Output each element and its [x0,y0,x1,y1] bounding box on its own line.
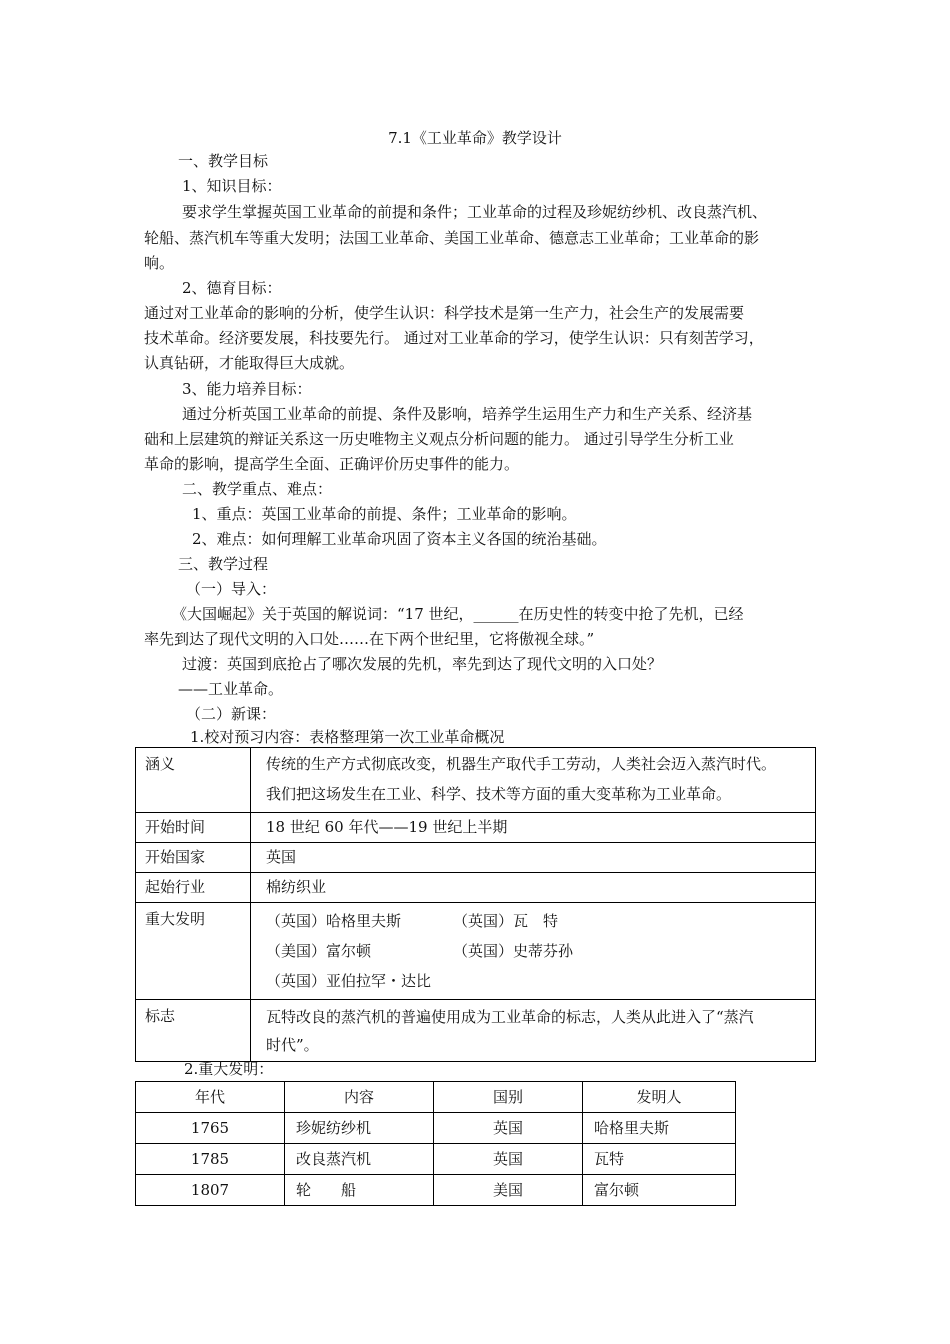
row-value: 棉纺织业 [251,873,816,903]
column-header: 发明人 [583,1082,736,1113]
table-row [136,1000,816,1062]
column-header: 内容 [285,1082,434,1113]
table-cell: 1765 [136,1113,285,1144]
ability-goal-text: 通过分析英国工业革命的前提、条件及影响，培养学生运用生产力和生产关系、经济基 [182,405,753,423]
inventions-table-caption: 2.重大发明： [184,1060,274,1078]
table-row [136,873,816,903]
table-cell: 哈格里夫斯 [583,1113,736,1144]
ability-goal-text: 础和上层建筑的辩证关系这一历史唯物主义观点分析问题的能力。 通过引导学生分析工业 [144,430,734,448]
row-value: 英国 [251,843,816,873]
row-key: 开始国家 [136,843,251,873]
moral-goal-text: 技术革命。经济要发展，科技要先行。 通过对工业革命的学习，使学生认识：只有刻苦学习， [144,329,764,347]
row-value: 传统的生产方式彻底改变，机器生产取代手工劳动，人类社会迈入蒸汽时代。 [266,755,777,773]
table-cell: 瓦特 [583,1144,736,1175]
new-lesson-label: （二）新课： [186,705,277,723]
table-row [136,903,816,1000]
table-header-row [136,1082,736,1113]
section-1-heading: 一、教学目标 [178,152,269,170]
inventor: （英国）史蒂芬孙 [453,942,574,960]
table-cell: 珍妮纺纱机 [285,1113,434,1144]
knowledge-goal-text: 轮船、蒸汽机车等重大发明；法国工业革命、美国工业革命、德意志工业革命；工业革命的影 [144,229,760,247]
section-3-heading: 三、教学过程 [178,555,269,573]
column-header: 年代 [136,1082,285,1113]
overview-table [135,747,816,1062]
row-key: 起始行业 [136,873,251,903]
table-cell: 英国 [434,1144,583,1175]
row-key: 标志 [136,1000,251,1062]
transition-text: 过渡：英国到底抢占了哪次发展的先机，率先到达了现代文明的入口处？ [182,655,663,673]
key-point: 1、重点：英国工业革命的前提、条件；工业革命的影响。 [192,505,577,523]
row-value: 时代”。 [266,1036,319,1054]
row-value: 瓦特改良的蒸汽机的普遍使用成为工业革命的标志，人类从此进入了“蒸汽 [266,1008,754,1026]
knowledge-goal-text: 响。 [144,254,175,272]
inventor: （英国）亚伯拉罕・达比 [266,972,432,990]
moral-goal-text: 认真钻研，才能取得巨大成就。 [144,354,355,372]
table-row [136,1175,736,1206]
ability-goal-label: 3、能力培养目标： [182,380,312,398]
table-row [136,748,816,813]
table-cell: 富尔顿 [583,1175,736,1206]
row-key: 开始时间 [136,813,251,843]
intro-quote: 率先到达了现代文明的入口处……在下两个世纪里，它将傲视全球。” [144,630,595,648]
table-cell: 英国 [434,1113,583,1144]
ability-goal-text: 革命的影响，提高学生全面、正确评价历史事件的能力。 [144,455,520,473]
moral-goal-text: 通过对工业革命的影响的分析，使学生认识：科学技术是第一生产力，社会生产的发展需要 [144,304,745,322]
overview-table-caption: 1.校对预习内容：表格整理第一次工业革命概况 [190,728,505,746]
table-cell: 改良蒸汽机 [285,1144,434,1175]
row-value: 我们把这场发生在工业、科学、技术等方面的重大变革称为工业革命。 [266,785,732,803]
transition-answer: ——工业革命。 [178,680,284,698]
table-cell: 美国 [434,1175,583,1206]
section-2-heading: 二、教学重点、难点： [182,480,333,498]
inventor: （英国）哈格里夫斯 [266,912,402,930]
table-cell: 轮 船 [285,1175,434,1206]
knowledge-goal-text: 要求学生掌握英国工业革命的前提和条件；工业革命的过程及珍妮纺纱机、改良蒸汽机、 [182,203,768,221]
row-key: 涵义 [136,748,251,813]
intro-quote: 《大国崛起》关于英国的解说词：“17 世纪，______在历史性的转变中抢了先机，已经 [172,605,744,623]
table-row [136,813,816,843]
inventor: （英国）瓦 特 [453,912,559,930]
table-row [136,1113,736,1144]
intro-label: （一）导入： [186,580,277,598]
column-header: 国别 [434,1082,583,1113]
document-title: 7.1《工业革命》教学设计 [388,129,562,147]
moral-goal-label: 2、德育目标： [182,279,282,297]
inventor: （美国）富尔顿 [266,942,372,960]
table-cell: 1785 [136,1144,285,1175]
table-row [136,843,816,873]
inventions-table [135,1081,736,1206]
knowledge-goal-label: 1、知识目标： [182,177,282,195]
table-row [136,1144,736,1175]
row-key: 重大发明 [136,903,251,1000]
table-cell: 1807 [136,1175,285,1206]
difficult-point: 2、难点：如何理解工业革命巩固了资本主义各国的统治基础。 [192,530,607,548]
row-value: 18 世纪 60 年代——19 世纪上半期 [251,813,816,843]
